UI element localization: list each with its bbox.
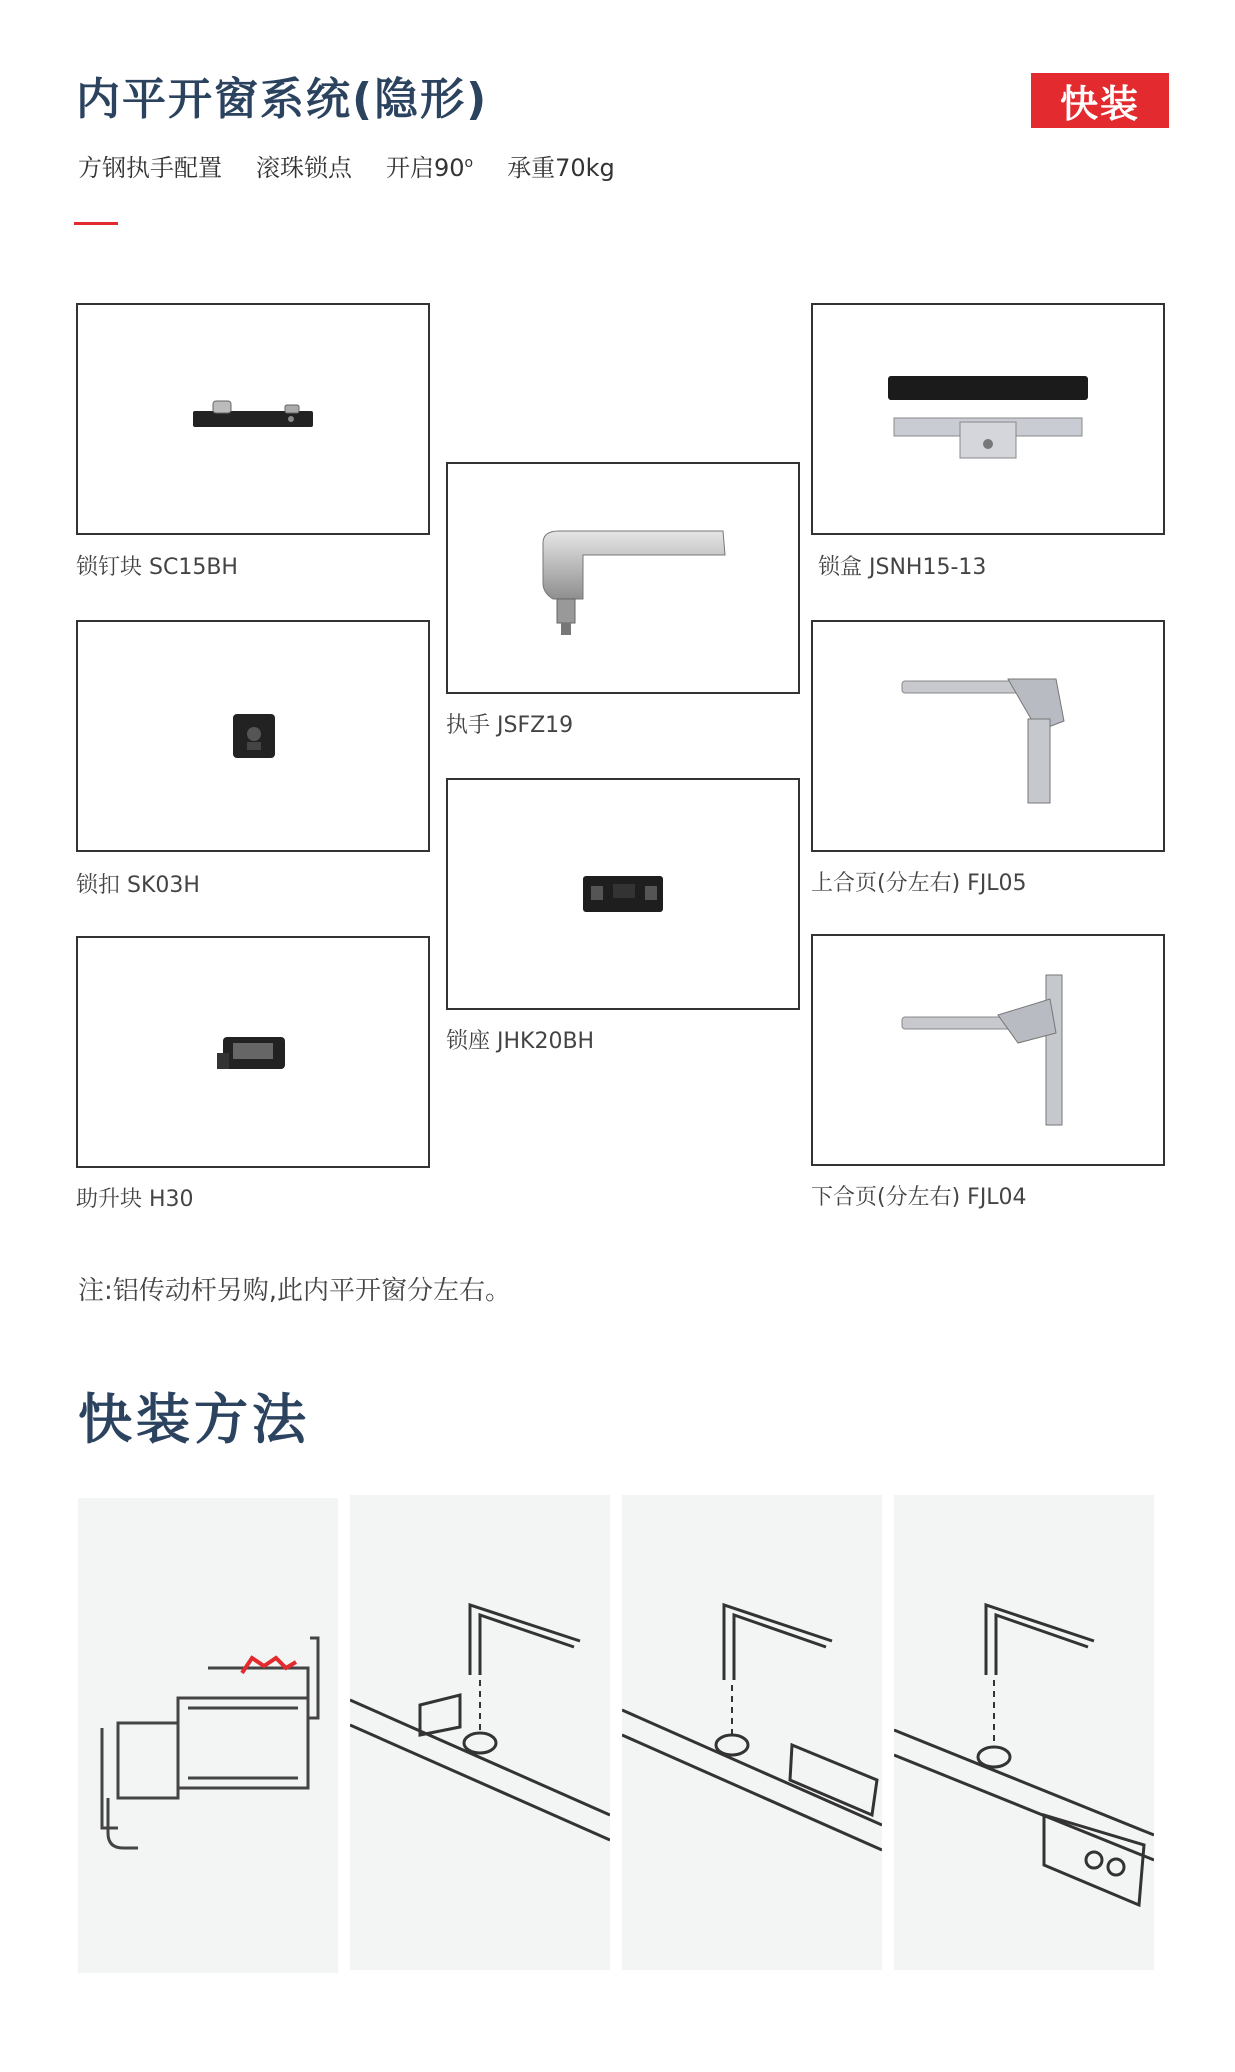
lift-block-icon (203, 1017, 303, 1087)
handle-icon (503, 513, 743, 643)
part-label: 锁座 JHK20BH (446, 1029, 595, 1054)
lock-pin-block-icon (173, 389, 333, 449)
part-card-lock-pin-block (76, 303, 430, 535)
part-card-lock-keeper (76, 620, 430, 852)
part-label: 锁钉块 SC15BH (76, 555, 238, 580)
part-card-lock-box (811, 303, 1165, 535)
part-label: 锁扣 SK03H (76, 873, 200, 898)
hex-key-step-icon (350, 1495, 610, 1970)
part-card-lift-block (76, 936, 430, 1168)
profile-section-icon (78, 1498, 338, 1973)
quick-install-badge: 快装 (1031, 73, 1169, 128)
install-step-1 (78, 1498, 338, 1973)
lock-box-icon (868, 364, 1108, 474)
install-step-3 (622, 1495, 882, 1970)
install-step-4 (894, 1495, 1154, 1970)
install-step-2 (350, 1495, 610, 1970)
part-label: 下合页(分左右) FJL04 (811, 1185, 1027, 1210)
note-text: 注:铝传动杆另购,此内平开窗分左右。 (78, 1276, 512, 1306)
part-label: 锁盒 JSNH15-13 (818, 555, 987, 580)
accent-divider (74, 222, 118, 225)
part-card-handle (446, 462, 800, 694)
lock-keeper-icon (213, 696, 293, 776)
hex-key-step-icon (894, 1495, 1154, 1970)
spec-list (78, 148, 615, 183)
lower-hinge-icon (888, 965, 1088, 1135)
hex-key-step-icon (622, 1495, 882, 1970)
spec-item: 滚珠锁点 (256, 154, 352, 182)
part-card-lock-seat (446, 778, 800, 1010)
lock-seat-icon (563, 864, 683, 924)
section-title-install: 快装方法 (78, 1388, 310, 1451)
part-label: 助升块 H30 (76, 1187, 194, 1212)
spec-item: 承重70kg (507, 154, 615, 182)
part-card-lower-hinge (811, 934, 1165, 1166)
page-title: 内平开窗系统(隐形) (76, 74, 489, 125)
spec-item: 开启90$^o$ (386, 154, 474, 182)
spec-item: 方钢执手配置 (78, 154, 222, 182)
part-label: 上合页(分左右) FJL05 (811, 871, 1027, 896)
part-card-upper-hinge (811, 620, 1165, 852)
upper-hinge-icon (888, 661, 1088, 811)
degree-symbol: o (464, 155, 474, 171)
part-label: 执手 JSFZ19 (446, 713, 574, 738)
